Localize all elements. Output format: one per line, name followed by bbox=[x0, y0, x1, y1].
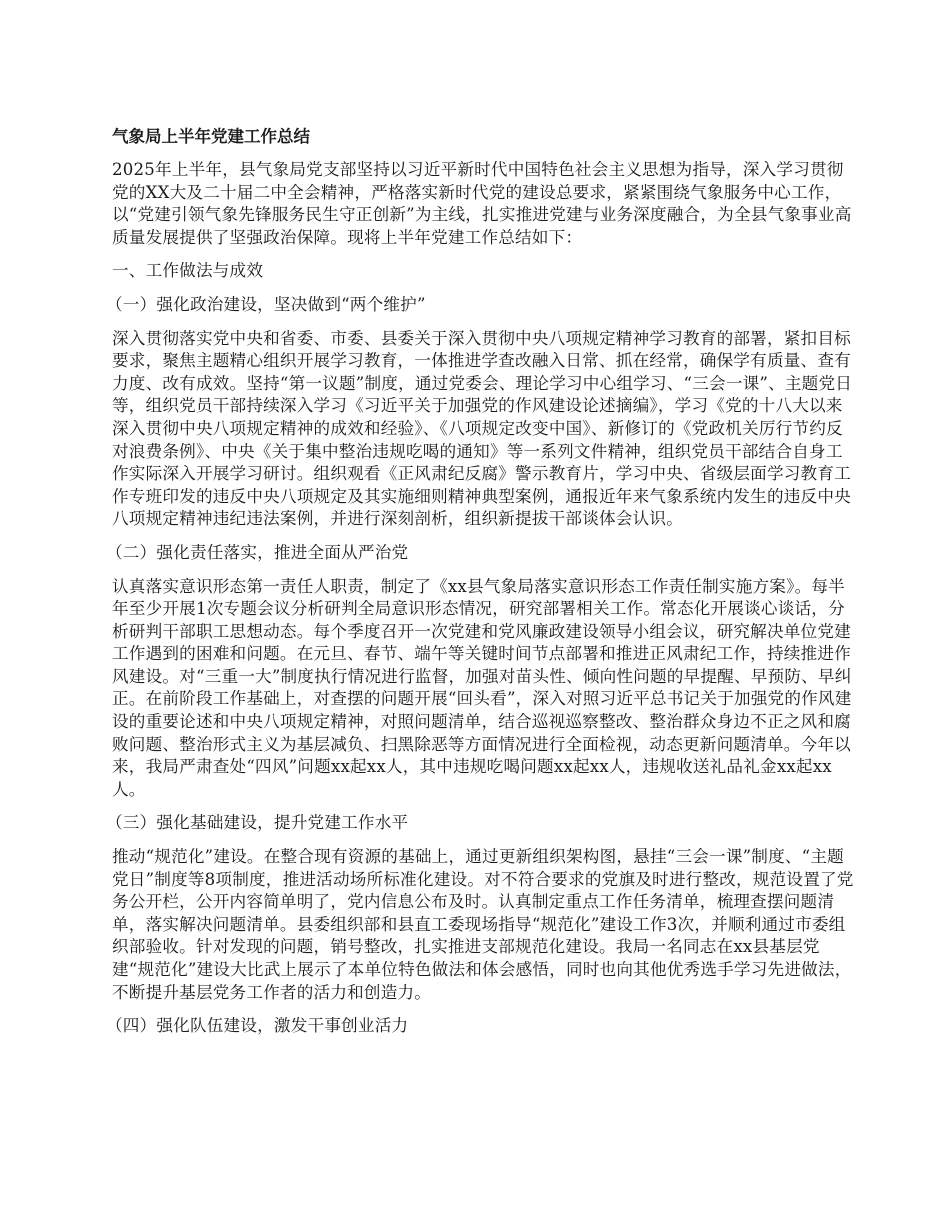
intro-paragraph: 2025年上半年，县气象局党支部坚持以习近平新时代中国特色社会主义思想为指导，深入学习贯彻党的XX大及二十届二中全会精神，严格落实新时代党的建设总要求，紧紧围绕气象服务中心工作，以“党建引领气象先锋服务民生守正创新”为主线，扎实推进党建与业务深度融合，为全县气象事业高质量发展提供了坚强政治保障。现将上半年党建工作总结如下： bbox=[112, 160, 852, 247]
subsection-heading-1: （一）强化政治建设，坚决做到“两个维护” bbox=[106, 294, 426, 314]
subsection-body-1: 深入贯彻落实党中央和省委、市委、县委关于深入贯彻中央八项规定精神学习教育的部署，紧扣目标要求，聚焦主题精心组织开展学习教育，一体推进学查改融入日常、抓在经常，确保学有质量、查有力度、改有成效。坚持“第一议题”制度，通过党委会、理论学习中心组学习、“三会一课”、主题党日等，组织党员干部持续深入学习《习近平关于加强党的作风建设论述摘编》，学习《党的十八大以来深入贯彻中央八项规定精神的成效和经验》、《八项规定改变中国》、新修订的《党政机关厉行节约反对浪费条例》、中央《关于集中整治违规吃喝的通知》等一系列文件精神，组织党员干部结合自身工作实际深入开展学习研讨。组织观看《正风肃纪反腐》警示教育片，学习中央、省级层面学习教育工作专班印发的违反中央八项规定及其实施细则精神典型案例，通报近年来气象系统内发生的违反中央八项规定精神违纪违法案例，并进行深刻剖析，组织新提拔干部谈体会认识。 bbox=[112, 328, 853, 529]
subsection-body-2: 认真落实意识形态第一责任人职责，制定了《xx县气象局落实意识形态工作责任制实施方案》。每半年至少开展1次专题会议分析研判全局意识形态情况，研究部署相关工作。常态化开展谈心谈话，分析研判干部职工思想动态。每个季度召开一次党建和党风廉政建设领导小组会议，研究解决单位党建工作遇到的困难和问题。在元旦、春节、端午等关键时间节点部署和推进正风肃纪工作，持续推进作风建设。对“三重一大”制度执行情况进行监督，加强对苗头性、倾向性问题的早提醒、早预防、早纠正。在前阶段工作基础上，对查摆的问题开展“回头看”，深入对照习近平总书记关于加强党的作风建设的重要论述和中央八项规定精神，对照问题清单，结合巡视巡察整改、整治群众身边不正之风和腐败问题、整治形式主义为基层减负、扫黑除恶等方面情况进行全面检视，动态更新问题清单。今年以来，我局严肃查处“四风”问题xx起xx人，其中违规吃喝问题xx起xx人，违规收送礼品礼金xx起xx人。 bbox=[112, 576, 852, 799]
subsection-heading-3: （三）强化基础建设，提升党建工作水平 bbox=[106, 813, 409, 833]
subsection-heading-2: （二）强化责任落实，推进全面从严治党 bbox=[106, 542, 409, 562]
document-page bbox=[106, 126, 854, 1049]
document-title: 气象局上半年党建工作总结 bbox=[112, 127, 310, 146]
section-heading-1: 一、工作做法与成效 bbox=[112, 261, 264, 281]
subsection-body-3: 推动“规范化”建设。在整合现有资源的基础上，通过更新组织架构图，悬挂“三会一课”制度、“主题党日”制度等8项制度，推进活动场所标准化建设。对不符合要求的党旗及时进行整改，规范设置了党务公开栏，公开内容简单明了，党内信息公布及时。认真制定重点工作任务清单，梳理查摆问题清单，落实解决问题清单。县委组织部和县直工委现场指导“规范化”建设工作3次，并顺利通过市委组织部验收。针对发现的问题，销号整改，扎实推进支部规范化建设。我局一名同志在xx县基层党建“规范化”建设大比武上展示了本单位特色做法和体会感悟，同时也向其他优秀选手学习先进做法，不断提升基层党务工作者的活力和创造力。 bbox=[112, 847, 854, 1002]
subsection-heading-4: （四）强化队伍建设，激发干事创业活力 bbox=[106, 1016, 409, 1036]
